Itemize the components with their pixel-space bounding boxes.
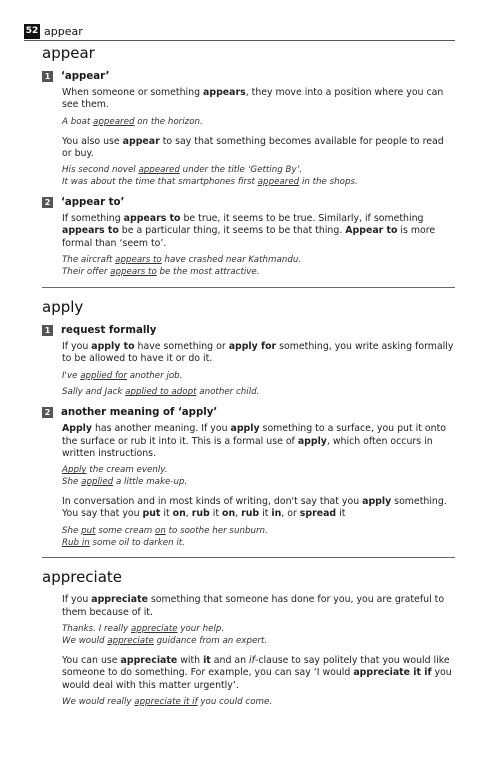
paragraph: You also use appear to say that something becomes available for people to read or buy. [62,135,444,160]
paragraph: Apply has another meaning. If you apply something to a surface, you put it onto the surface or rub it into it. This is a formal use of apply, which often occurs in written instructions. [62,423,447,460]
paragraph: In conversation and in most kinds of writing, don't say that you apply something. You say that you put it on, rub it on, rub it in, or spread it [62,496,447,520]
page-header [24,24,455,41]
sense-number-badge: 2 [42,407,53,418]
sense-2 [42,406,455,549]
sense-title: ‘appear to’ [61,197,125,209]
sense-1 [42,70,455,189]
paragraph: If you appreciate something that someone has done for you, you are grateful to them because of it. [62,594,445,618]
headword: appear [42,44,95,62]
example-sentence: Thanks. I really appreciate your help. [62,624,225,635]
sense-title: another meaning of ‘apply’ [61,407,218,419]
example-sentence: Their offer appears to be the most attractive. [62,267,260,278]
headword: appreciate [42,568,123,587]
paragraph: When someone or something appears, they move into a position where you can see them. [62,87,444,111]
entry-appreciate [42,568,455,708]
page-number: 52 [24,24,40,39]
example-sentence: We would appreciate guidance from an expert. [62,636,268,647]
sense-number-badge: 1 [42,71,53,82]
sense-number-badge: 2 [42,197,53,208]
entry-divider [42,287,455,288]
entry-apply [42,298,455,550]
sense-1 [42,324,455,399]
sense-2 [42,196,455,279]
example-sentence: We would really appreciate it if you could come. [62,697,273,708]
page-content [42,44,455,716]
entry-divider [42,557,455,558]
sense-number-badge: 1 [42,325,53,336]
example-sentence: It was about the time that smartphones first appeared in the shops. [62,177,358,188]
example-sentence: A boat appeared on the horizon. [62,116,203,127]
example-sentence: His second novel appeared under the title ‘Getting By’. [62,165,303,176]
paragraph: You can use appreciate with it and an if-clause to say politely that you would like someone to do something. For example, you can say ‘I would appreciate it if you would deal with this matter urgently’. [62,654,452,691]
entry-appear [42,44,455,279]
running-head: appear [44,25,83,38]
example-sentence: Sally and Jack applied to adopt another child. [62,387,260,398]
example-sentence: She put some cream on to soothe her sunburn. [62,525,268,536]
example-sentence: Rub in some oil to darken it. [62,537,185,548]
paragraph: If you apply to have something or apply for something, you write asking formally to be allowed to have it or do it. [62,340,454,365]
sense-title: ‘appear’ [61,71,110,82]
example-sentence: The aircraft appears to have crashed near Kathmandu. [62,255,302,266]
example-sentence: I've applied for another job. [62,370,183,381]
paragraph: If something appears to be true, it seems to be true. Similarly, if something appears to be a particular thing, it seems to be that thing. Appear to is more formal than ‘seem to’. [62,213,436,249]
example-sentence: She applied a little make-up. [62,477,188,488]
sense-title: request formally [61,324,157,336]
example-sentence: Apply the cream evenly. [62,465,168,476]
headword: apply [42,297,84,316]
